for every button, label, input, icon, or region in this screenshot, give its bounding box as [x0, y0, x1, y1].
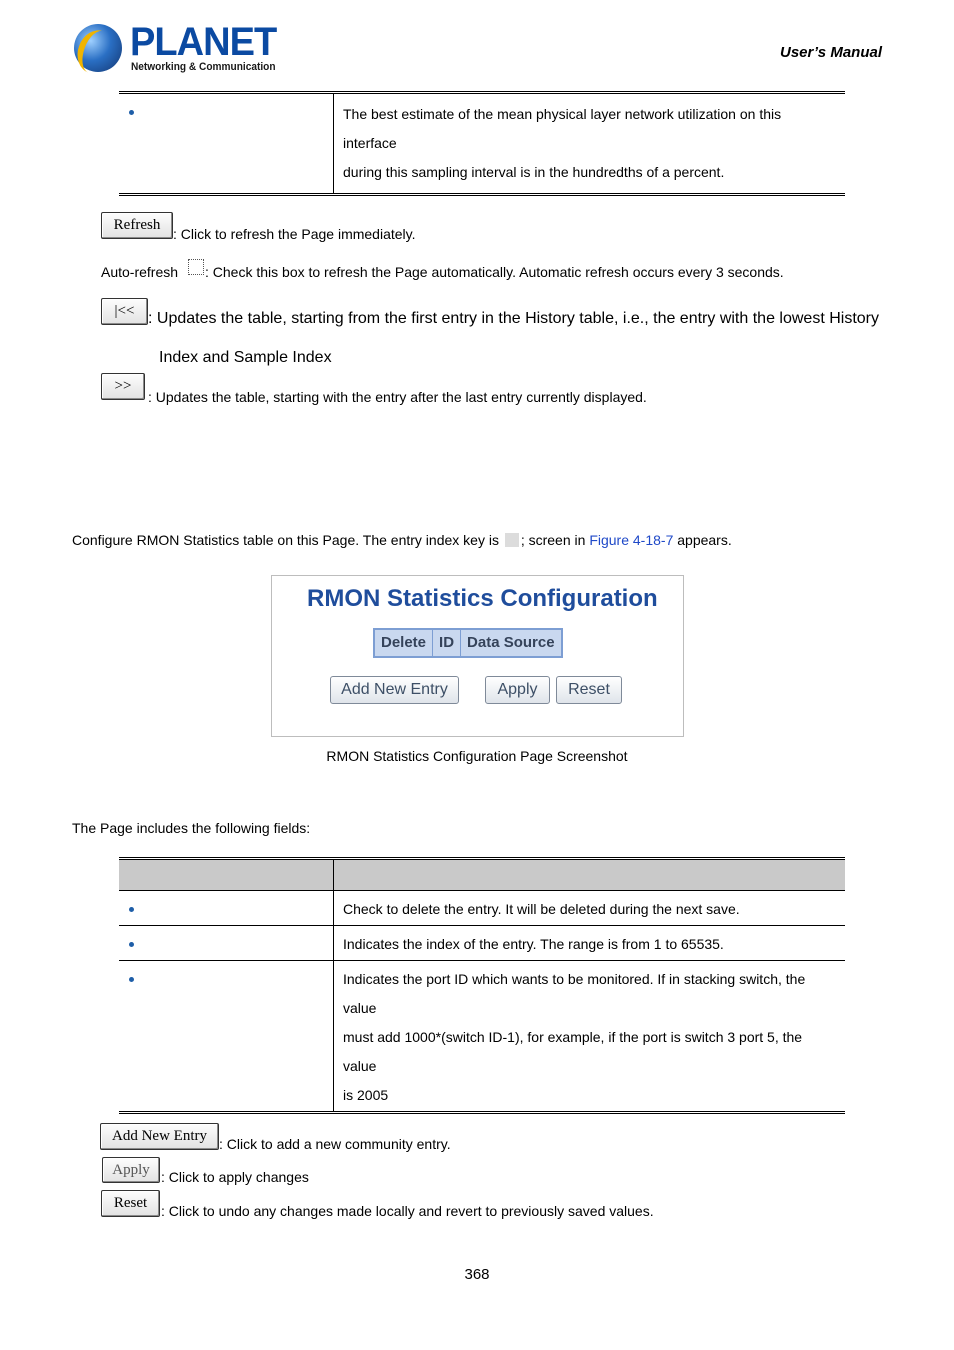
bullet-icon — [129, 977, 134, 982]
column-delete: Delete — [381, 634, 427, 651]
auto-refresh-checkbox[interactable] — [188, 259, 204, 275]
fields-intro: The Page includes the following fields: — [72, 820, 311, 836]
first-page-button[interactable]: |<< — [101, 298, 148, 325]
table-row — [119, 926, 845, 961]
description-line: The best estimate of the mean physical layer network utilization on this interface — [343, 106, 782, 151]
table-header-row — [119, 859, 845, 891]
index-key-swatch — [505, 533, 519, 547]
add-entry-description: : Click to add a new community entry. — [219, 1136, 451, 1152]
field-name-cell — [119, 926, 334, 961]
page-number: 368 — [464, 1266, 490, 1283]
column-id: ID — [432, 630, 460, 656]
description-line: Indicates the index of the entry. The range is from 1 to 65535. — [343, 936, 724, 952]
top-field-table — [119, 91, 845, 196]
next-page-description: : Updates the table, starting with the entry after the last entry currently displayed. — [148, 389, 647, 405]
add-new-entry-doc-button[interactable]: Add New Entry — [100, 1123, 219, 1150]
bullet-icon — [129, 942, 134, 947]
description-line: is 2005 — [343, 1087, 389, 1103]
reset-doc-button[interactable]: Reset — [101, 1190, 160, 1217]
apply-doc-button[interactable]: Apply — [102, 1157, 160, 1183]
description-line: Check to delete the entry. It will be deleted during the next save. — [343, 901, 740, 917]
bullet-icon — [129, 110, 134, 115]
refresh-description: : Click to refresh the Page immediately. — [173, 226, 416, 242]
screenshot-title: RMON Statistics Configuration — [307, 585, 658, 612]
reset-description: : Click to undo any changes made locally and revert to previously saved values. — [161, 1203, 654, 1219]
description-line: must add 1000*(switch ID-1), for example, if the port is switch 3 port 5, the value — [343, 1029, 803, 1074]
table-row — [119, 891, 845, 926]
fields-table — [119, 857, 845, 1114]
table-row — [119, 93, 845, 195]
figure-link[interactable]: Figure 4-18-7 — [589, 532, 674, 548]
add-new-entry-button[interactable]: Add New Entry — [330, 676, 459, 704]
logo-tagline: Networking & Communication — [131, 61, 276, 73]
statistics-table-header — [373, 628, 563, 658]
field-description-cell — [334, 961, 846, 1113]
apply-description: : Click to apply changes — [161, 1169, 309, 1185]
figure-caption: RMON Statistics Configuration Page Screenshot — [326, 748, 628, 764]
field-description-cell — [334, 93, 846, 195]
table-row — [119, 961, 845, 1113]
field-description-cell — [334, 926, 846, 961]
intro-paragraph — [72, 532, 732, 548]
users-manual-label: User’s Manual — [780, 44, 882, 61]
reset-button[interactable]: Reset — [556, 676, 622, 704]
refresh-button[interactable]: Refresh — [101, 212, 173, 239]
field-description-cell — [334, 891, 846, 926]
intro-text-end: appears. — [673, 532, 732, 548]
first-page-description: : Updates the table, starting from the first entry in the History table, i.e., the entry with the lowest History — [148, 310, 879, 327]
logo-wordmark: PLANET — [130, 20, 277, 64]
field-name-cell — [119, 891, 334, 926]
intro-text: Configure RMON Statistics table on this Page. The entry index key is — [72, 532, 503, 548]
first-page-description-cont: Index and Sample Index — [159, 349, 332, 366]
auto-refresh-description: : Check this box to refresh the Page automatically. Automatic refresh occurs every 3 seconds. — [205, 264, 784, 280]
bullet-icon — [129, 907, 134, 912]
description-line: during this sampling interval is in the hundredths of a percent. — [343, 164, 725, 180]
column-data-source: Data Source — [460, 630, 561, 656]
next-page-button[interactable]: >> — [101, 373, 145, 400]
header-cell — [334, 859, 846, 891]
field-name-cell — [119, 961, 334, 1113]
apply-button[interactable]: Apply — [485, 676, 550, 704]
description-line: Indicates the port ID which wants to be monitored. If in stacking switch, the value — [343, 971, 806, 1016]
auto-refresh-label: Auto-refresh — [101, 264, 179, 280]
planet-logo — [74, 20, 277, 76]
field-name-cell — [119, 93, 334, 195]
intro-text-middle: ; screen in — [520, 532, 590, 548]
header-cell — [119, 859, 334, 891]
rmon-statistics-screenshot — [271, 575, 684, 737]
